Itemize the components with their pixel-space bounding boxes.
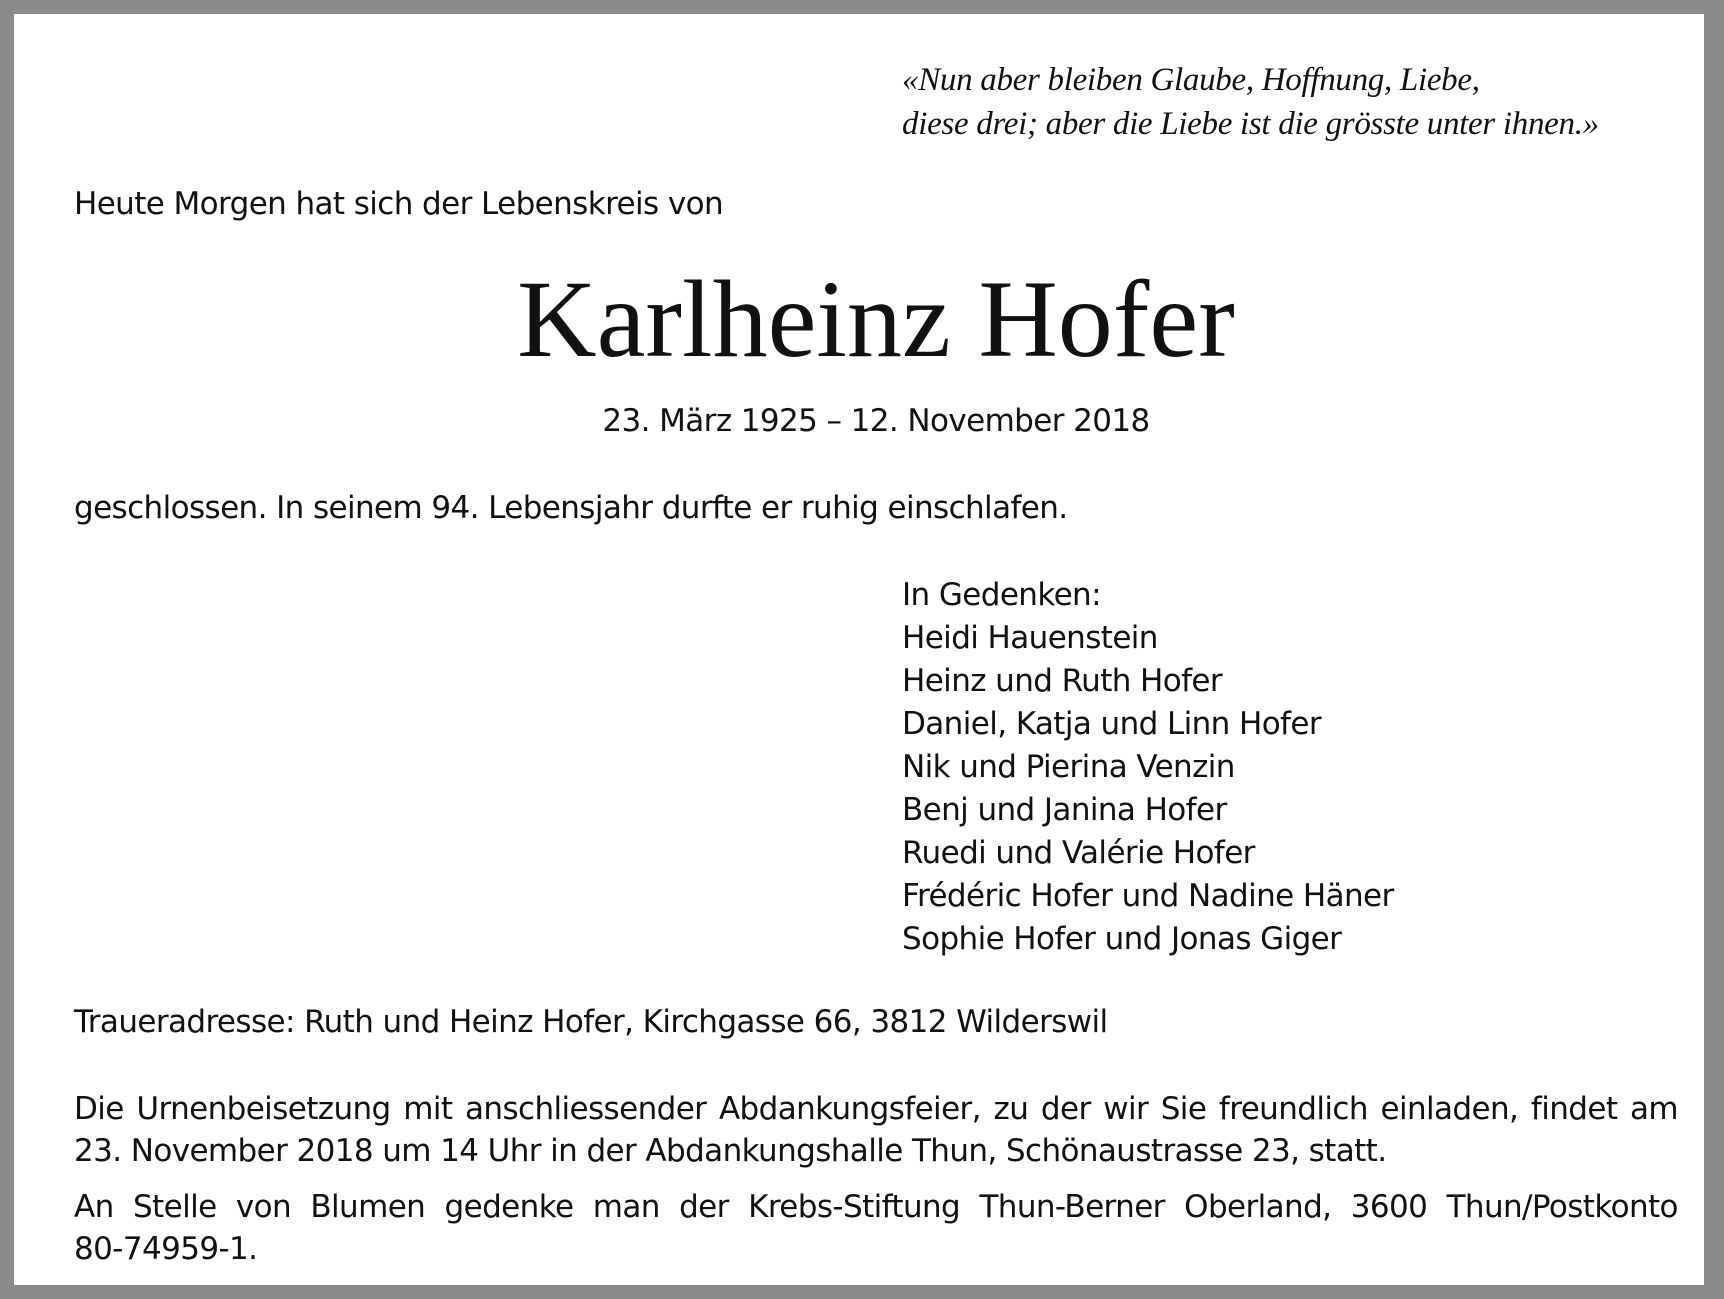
mourner-name: Ruedi und Valérie Hofer bbox=[902, 835, 1255, 871]
word: der bbox=[1040, 1091, 1091, 1127]
word: der bbox=[679, 1189, 729, 1225]
word: gedenke bbox=[444, 1189, 574, 1225]
ceremony-line-1 bbox=[74, 1088, 1678, 1130]
donation-line-1 bbox=[74, 1186, 1678, 1228]
word: findet bbox=[1530, 1091, 1618, 1127]
scripture-quote bbox=[902, 58, 1599, 146]
word: Urnenbeisetzung bbox=[136, 1091, 391, 1127]
mourner-name: Nik und Pierina Venzin bbox=[902, 749, 1235, 785]
word: mit bbox=[403, 1091, 453, 1127]
word: Sie bbox=[1160, 1091, 1207, 1127]
mourning-address: Traueradresse: Ruth und Heinz Hofer, Kirchgasse 66, 3812 Wilderswil bbox=[74, 1004, 1108, 1040]
mourner-name: Sophie Hofer und Jonas Giger bbox=[902, 921, 1342, 957]
word: man bbox=[592, 1189, 660, 1225]
quote-line-2: diese drei; aber die Liebe ist die grösste unter ihnen.» bbox=[902, 106, 1599, 142]
donation-paragraph bbox=[74, 1186, 1678, 1270]
word: einladen, bbox=[1380, 1091, 1519, 1127]
word: Stelle bbox=[132, 1189, 217, 1225]
word: Abdankungsfeier, bbox=[718, 1091, 981, 1127]
word: wir bbox=[1103, 1091, 1149, 1127]
life-dates: 23. März 1925 – 12. November 2018 bbox=[602, 403, 1150, 439]
word: Die bbox=[74, 1091, 124, 1127]
memorial-heading: In Gedenken: bbox=[902, 577, 1101, 613]
word: Thun/Postkonto bbox=[1446, 1189, 1678, 1225]
word: 3600 bbox=[1350, 1189, 1428, 1225]
deceased-name: Karlheinz Hofer bbox=[517, 258, 1235, 380]
mourner-name: Frédéric Hofer und Nadine Häner bbox=[902, 878, 1394, 914]
quote-line-1: «Nun aber bleiben Glaube, Hoffnung, Liebe, bbox=[902, 62, 1480, 98]
word: Oberland, bbox=[1184, 1189, 1332, 1225]
ceremony-paragraph bbox=[74, 1088, 1678, 1172]
word: Thun-Berner bbox=[979, 1189, 1165, 1225]
word: am bbox=[1629, 1091, 1678, 1127]
mourner-name: Heidi Hauenstein bbox=[902, 620, 1158, 656]
word: von bbox=[235, 1189, 292, 1225]
memorial-list bbox=[902, 574, 1394, 961]
word: freundlich bbox=[1218, 1091, 1368, 1127]
word: anschliessender bbox=[465, 1091, 707, 1127]
word: Krebs-Stiftung bbox=[748, 1189, 961, 1225]
word: Blumen bbox=[310, 1189, 426, 1225]
donation-line-2: 80-74959-1. bbox=[74, 1231, 258, 1267]
ceremony-line-2: 23. November 2018 um 14 Uhr in der Abdankungshalle Thun, Schönaustrasse 23, statt. bbox=[74, 1133, 1387, 1169]
intro-text: Heute Morgen hat sich der Lebenskreis von bbox=[74, 186, 723, 222]
closing-text: geschlossen. In seinem 94. Lebensjahr durfte er ruhig einschlafen. bbox=[74, 490, 1068, 526]
word: An bbox=[74, 1189, 114, 1225]
mourner-name: Benj und Janina Hofer bbox=[902, 792, 1227, 828]
mourner-name: Heinz und Ruth Hofer bbox=[902, 663, 1223, 699]
mourner-name: Daniel, Katja und Linn Hofer bbox=[902, 706, 1321, 742]
word: zu bbox=[993, 1091, 1029, 1127]
